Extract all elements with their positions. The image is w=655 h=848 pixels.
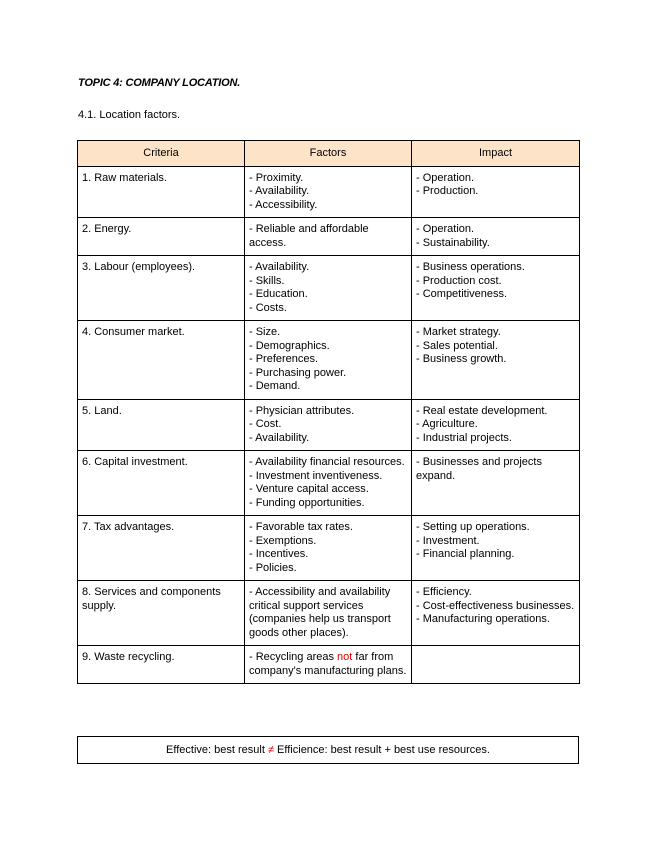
factors-cell [245,451,412,516]
criteria-cell: 8. Services and components supply. [78,581,245,646]
factors-cell [245,646,412,684]
impact-item: - Production. [416,185,479,197]
factor-item: - Funding opportunities. [249,496,365,509]
criteria-cell: 1. Raw materials. [78,166,245,218]
factor-item: - Favorable tax rates. [249,521,353,533]
factors-cell [245,256,412,321]
factor-item: - Incentives. [249,548,309,560]
factor-item: - Accessibility. [249,198,318,211]
criteria-cell: 2. Energy. [78,218,245,256]
impact-item: - Financial planning. [416,548,515,560]
impact-cell [412,399,580,451]
factor-item: - Costs. [249,301,287,314]
impact-item: - Real estate development. [416,404,548,417]
impact-item: - Setting up operations. [416,521,530,533]
impact-item: - Operation. [416,223,475,235]
factor-item: - Physician attributes. [249,404,355,417]
impact-cell-empty [412,646,580,684]
impact-cell [412,451,580,516]
impact-item: - Cost-effectiveness businesses. [416,599,575,612]
impact-item: - Investment. [416,534,480,547]
page-title: TOPIC 4: COMPANY LOCATION. [78,77,241,89]
impact-cell [412,218,580,256]
factors-cell [245,218,412,256]
factor-item: - Proximity. [249,171,304,184]
criteria-cell: 9. Waste recycling. [78,646,245,684]
table-row [78,256,580,321]
impact-item: - Operation. [416,171,475,184]
impact-item: - Business growth. [416,353,507,365]
factor-item: - Education. [249,288,308,300]
factor-item: - Availability. [249,185,310,197]
table-row [78,321,580,400]
impact-item: - Businesses and projects expand. [416,456,542,482]
impact-item: - Sustainability. [416,236,490,249]
factor-item: - Cost. [249,418,282,430]
factors-cell [245,399,412,451]
factors-cell [245,321,412,400]
factor-item: - Investment inventiveness. [249,469,383,482]
impact-cell [412,256,580,321]
factor-item: - Preferences. [249,353,319,365]
impact-cell [412,166,580,218]
factor-item: - Purchasing power. [249,366,347,379]
location-factors-table [77,140,580,684]
table-row [78,646,580,684]
impact-item: - Efficiency. [416,586,472,598]
criteria-cell: 4. Consumer market. [78,321,245,400]
section-subtitle: 4.1. Location factors. [78,109,181,121]
impact-cell [412,321,580,400]
factor-item: - Availability financial resources. [249,456,405,468]
header-impact: Impact [412,141,580,167]
impact-cell [412,516,580,581]
table-header-row [78,141,580,167]
impact-item: - Sales potential. [416,339,498,352]
impact-item: - Market strategy. [416,326,501,338]
not-equal-symbol: ≠ [267,744,274,756]
impact-item: - Production cost. [416,274,502,287]
factor-text: - Recycling areas [249,651,338,663]
factors-cell [245,166,412,218]
table-row [78,399,580,451]
factor-text: far from company's manufacturing plans. [249,651,407,677]
factors-cell [245,516,412,581]
factor-item: - Availability. [249,431,310,444]
factors-cell [245,581,412,646]
table-row [78,451,580,516]
criteria-cell: 5. Land. [78,399,245,451]
table-row [78,218,580,256]
impact-item: - Industrial projects. [416,431,512,444]
factor-item: - Reliable and affordable access. [249,223,369,249]
impact-cell [412,581,580,646]
impact-item: - Manufacturing operations. [416,613,550,625]
factor-item: - Exemptions. [249,534,317,547]
table-row [78,166,580,218]
factor-item: - Policies. [249,561,297,574]
factor-item: - Availability. [249,261,310,273]
note-efficience: Efficience: best result + best use resources. [274,744,490,756]
factor-item: - Demographics. [249,339,330,352]
definition-note [77,736,579,764]
note-effective: Effective: best result [166,744,268,756]
header-criteria: Criteria [78,141,245,167]
factor-item: - Accessibility and availability critical support services (companies help us transport goods other places). [249,586,391,639]
highlight-word: not [337,651,353,663]
factor-item: - Size. [249,326,281,338]
impact-item: - Agriculture. [416,418,478,430]
criteria-cell: 7. Tax advantages. [78,516,245,581]
factor-item: - Venture capital access. [249,483,369,495]
factor-item: - Skills. [249,274,285,287]
criteria-cell: 6. Capital investment. [78,451,245,516]
header-factors: Factors [245,141,412,167]
criteria-cell: 3. Labour (employees). [78,256,245,321]
factor-item: - Demand. [249,380,301,392]
impact-item: - Competitiveness. [416,288,508,300]
table-row [78,581,580,646]
impact-item: - Business operations. [416,261,525,273]
table-row [78,516,580,581]
